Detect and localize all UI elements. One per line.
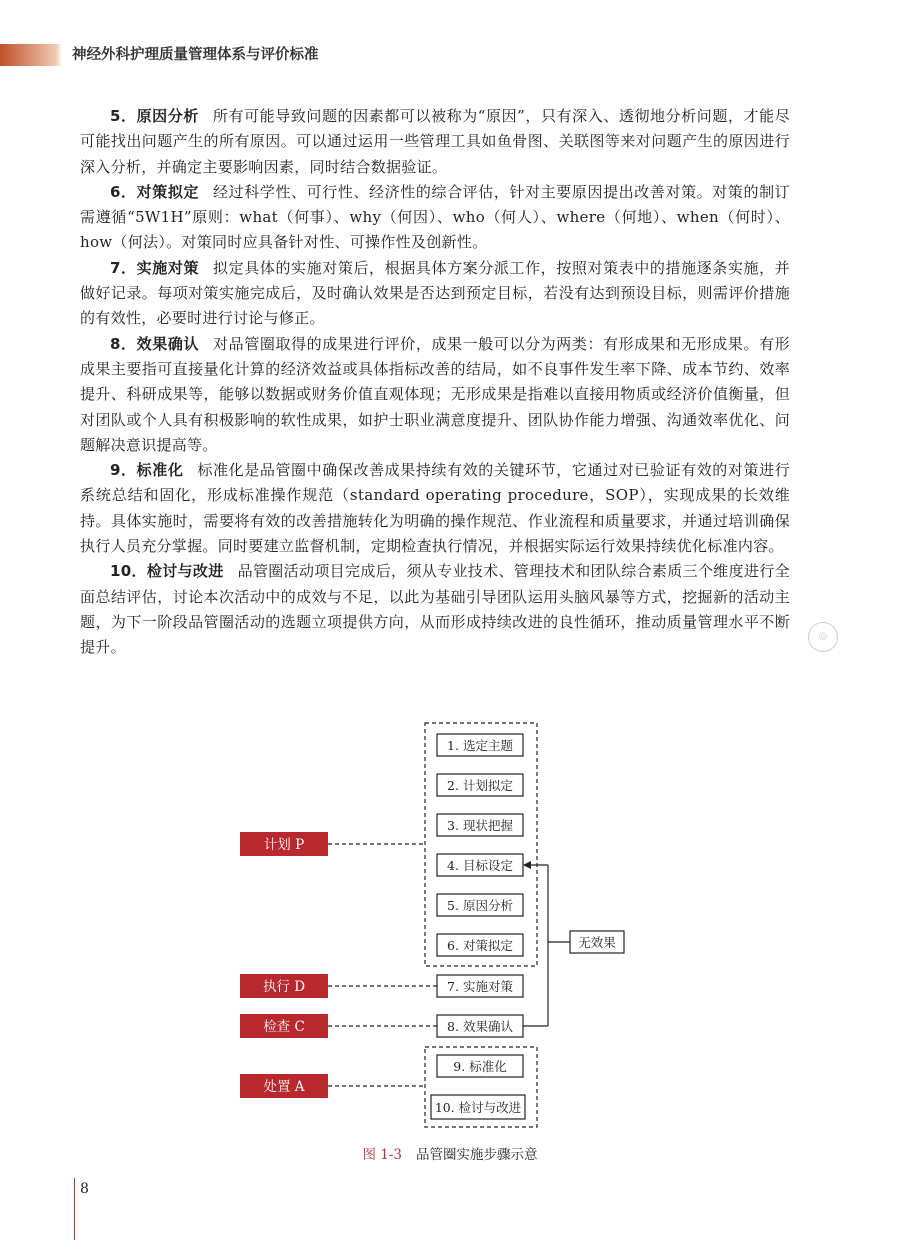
step-label: 5. 原因分析	[447, 898, 513, 913]
paragraph-title: 6．对策拟定	[110, 182, 200, 201]
step-box-3	[437, 814, 523, 836]
paragraph-title: 7．实施对策	[110, 258, 200, 277]
step-box-5	[437, 894, 523, 916]
step-label: 1. 选定主题	[447, 738, 513, 753]
paragraph-title: 10．检讨与改进	[110, 562, 224, 581]
no-effect-label: 无效果	[578, 935, 616, 950]
paragraph-text: 品管圈活动项目完成后，须从专业技术、管理技术和团队综合素质三个维度进行全面总结评估，讨论本次活动中的成效与不足，以此为基础引导团队运用头脑风暴等方式，挖掘新的活动主题，为下一阶段品管圈活动的选题立项提供方向，从而形成持续改进的良性循环，推动质量管理水平不断提升。	[80, 562, 790, 657]
phase-check	[240, 1014, 328, 1038]
paragraph-text: 对品管圈取得的成果进行评价，成果一般可以分为两类：有形成果和无形成果。有形成果主要指可直接量化计算的经济效益或具体指标改善的结局，如不良事件发生率下降、成本节约、效率提升、科研成果等，能够以数据或财务价值直观体现；无形成果是指难以直接用物质或经济价值衡量，但对团队或个人具有积极影响的软性成果，如护士职业满意度提升、团队协作能力增强、沟通效率优化、问题解决意识提高等。	[80, 334, 790, 454]
paragraph-text: 所有可能导致问题的因素都可以被称为“原因”，只有深入、透彻地分析问题，才能尽可能找出问题产生的所有原因。可以通过运用一些管理工具如鱼骨图、关联图等来对问题产生的原因进行深入分析，并确定主要影响因素，同时结合数据验证。	[80, 107, 790, 176]
paragraph-text: 经过科学性、可行性、经济性的综合评估，针对主要原因提出改善对策。对策的制订需遵循“5W1H”原则：what（何事）、why（何因）、who（何人）、where（何地）、when（何时）、how（何法）。对策同时应具备针对性、可操作性及创新性。	[80, 182, 790, 252]
figure-title: 品管圈实施步骤示意	[416, 1147, 538, 1163]
paragraph-text: 标准化是品管圈中确保改善成果持续有效的关键环节，它通过对已验证有效的对策进行系统总结和固化，形成标准操作规范（standard operating procedure，SOP），实现成果的长效维持。具体实施时，需要将有效的改善措施转化为明确的操作规范、作业流程和质量要求，并通过培训确保执行人员充分掌握。同时要建立监督机制，定期检查执行情况，并根据实际运行效果持续优化标准内容。	[80, 461, 791, 556]
footer-accent-line	[74, 1178, 75, 1240]
phase-do	[240, 974, 328, 998]
phase-plan-label: 计划 P	[263, 837, 305, 853]
paragraph-title: 5．原因分析	[110, 107, 199, 125]
phase-check-label: 检查 C	[263, 1019, 305, 1035]
step-box-8	[437, 1015, 523, 1037]
step-label: 4. 目标设定	[447, 858, 513, 873]
page-number: 8	[80, 1181, 89, 1197]
step-label: 6. 对策拟定	[447, 938, 513, 953]
step-box-1	[437, 734, 523, 756]
running-header: 神经外科护理质量管理体系与评价标准	[72, 47, 319, 63]
no-effect-box	[570, 931, 624, 953]
step-box-4	[437, 854, 523, 876]
step-label: 3. 现状把握	[447, 818, 513, 833]
step-box-6	[437, 934, 523, 956]
phase-plan	[240, 832, 328, 856]
step-label: 7. 实施对策	[447, 979, 513, 994]
figure-caption	[0, 1143, 900, 1163]
paragraph-text: 拟定具体的实施对策后，根据具体方案分派工作，按照对策表中的措施逐条实施，并做好记录。每项对策实施完成后，及时确认效果是否达到预定目标，若没有达到预设目标，则需评价措施的有效性，必要时进行讨论与修正。	[80, 258, 790, 328]
step-label: 2. 计划拟定	[447, 778, 513, 793]
phase-do-label: 执行 D	[262, 979, 306, 995]
phase-act-label: 处置 A	[263, 1079, 305, 1095]
watermark-stamp-icon: ◎	[808, 622, 838, 652]
step-label: 9. 标准化	[453, 1059, 507, 1074]
step-box-10	[431, 1095, 525, 1119]
figure-number: 图 1-3	[362, 1147, 403, 1163]
step-box-2	[437, 774, 523, 796]
step-label: 8. 效果确认	[447, 1019, 513, 1034]
step-box-7	[437, 975, 523, 997]
step-label: 10. 检讨与改进	[434, 1100, 522, 1115]
paragraph-title: 9．标准化	[110, 461, 184, 480]
paragraph-title: 8．效果确认	[110, 334, 200, 353]
plan-group-border	[425, 723, 537, 966]
step-box-9	[437, 1055, 523, 1077]
phase-act	[240, 1074, 328, 1098]
